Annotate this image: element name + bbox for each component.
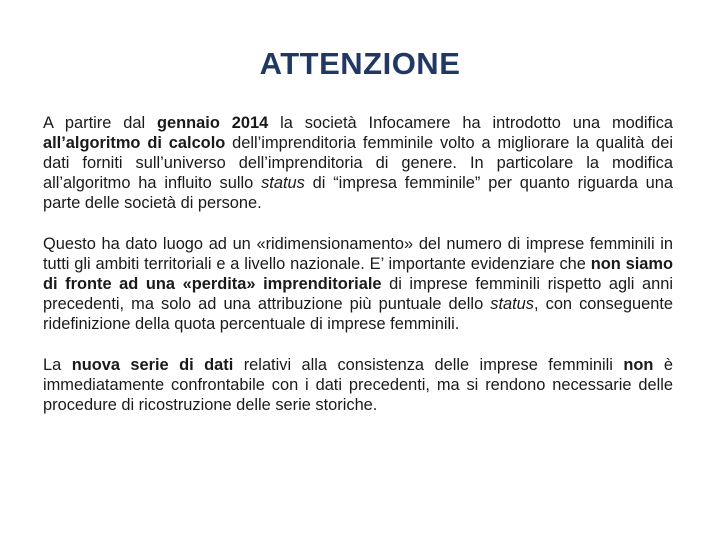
text-run: relativi alla consistenza delle imprese femminili bbox=[233, 356, 624, 374]
text-run: La bbox=[43, 356, 72, 374]
paragraph-3 bbox=[43, 355, 673, 415]
text-run-italic: status bbox=[490, 295, 534, 313]
text-run: di imprese femminili rispetto agli anni precedenti, ma solo ad una attribuzione più puntuale dello bbox=[43, 275, 673, 313]
paragraph-2 bbox=[43, 234, 673, 334]
text-run-bold: nuova serie di dati bbox=[71, 356, 234, 374]
paragraph-1 bbox=[43, 113, 673, 213]
text-run-bold: non siamo di fronte ad una «perdita» imprenditoriale bbox=[43, 255, 673, 293]
text-run-italic: status bbox=[261, 174, 305, 192]
slide-body bbox=[43, 113, 673, 415]
slide-title: ATTENZIONE bbox=[259, 46, 461, 81]
text-run-bold: gennaio 2014 bbox=[157, 114, 269, 132]
text-run: Questo ha dato luogo ad un «ridimensionamento» del numero di imprese femminili in tutti gli ambiti territoriali e a livello nazionale. E’ importante evidenziare che bbox=[43, 235, 673, 273]
text-run: , con conseguente ridefinizione della quota percentuale di imprese femminili. bbox=[43, 295, 673, 333]
text-run: A partire dal bbox=[43, 114, 158, 132]
text-run: è immediatamente confrontabile con i dati precedenti, ma si rendono necessarie delle procedure di ricostruzione delle serie storiche. bbox=[43, 356, 674, 414]
text-run: dell’imprenditoria femminile volto a migliorare la qualità dei dati forniti sull’universo dell’imprenditoria di genere. In particolare la modifica all’algoritmo ha influito sullo bbox=[43, 134, 673, 192]
text-run: di “impresa femminile” per quanto riguarda una parte delle società di persone. bbox=[43, 174, 673, 212]
text-run: la società Infocamere ha introdotto una modifica bbox=[268, 114, 674, 132]
text-run-bold: all’algoritmo di calcolo bbox=[43, 134, 226, 152]
text-run-bold: non bbox=[623, 356, 654, 374]
